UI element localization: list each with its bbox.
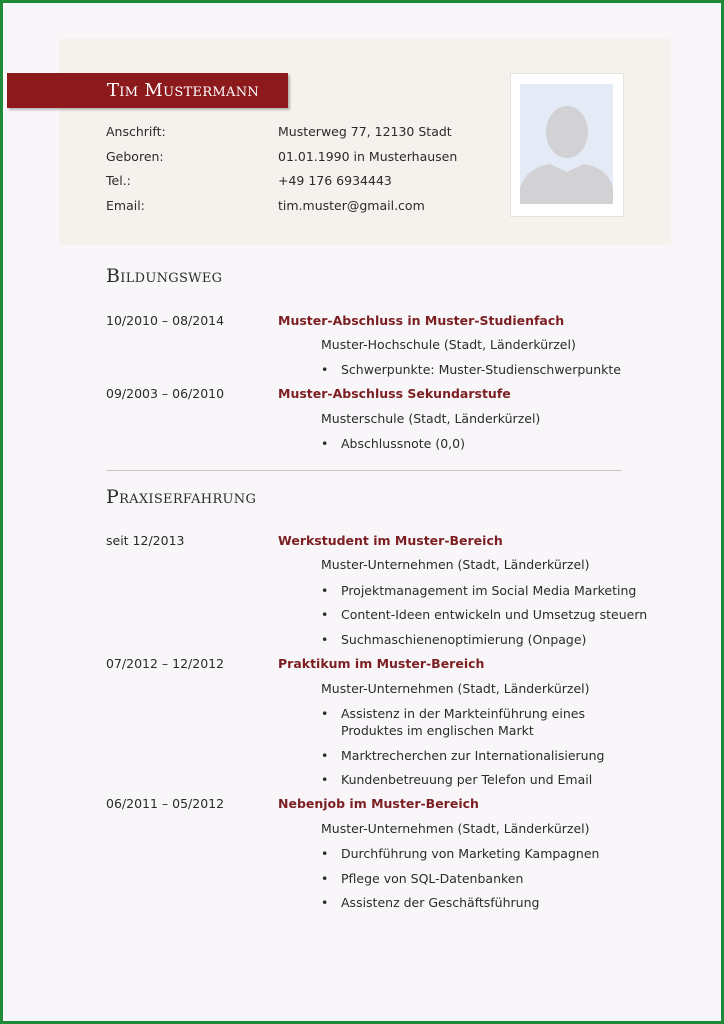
- section-divider: [106, 470, 622, 471]
- edu-institution-2: Musterschule (Stadt, Länderkürzel): [321, 411, 541, 426]
- contact-value-email: tim.muster@gmail.com: [278, 198, 425, 213]
- bullet-icon: •: [321, 706, 329, 721]
- edu-institution-1: Muster-Hochschule (Stadt, Länderkürzel): [321, 337, 576, 352]
- section-title-experience: Praxiserfahrung: [106, 486, 257, 508]
- bullet-icon: •: [321, 436, 329, 451]
- profile-photo: [510, 73, 624, 217]
- exp-company-2: Muster-Unternehmen (Stadt, Länderkürzel): [321, 681, 590, 696]
- contact-value-address: Musterweg 77, 12130 Stadt: [278, 124, 452, 139]
- contact-value-birth: 01.01.1990 in Musterhausen: [278, 149, 458, 164]
- bullet-icon: •: [321, 772, 329, 787]
- contact-label-phone: Tel.:: [106, 173, 131, 188]
- exp-date-2: 07/2012 – 12/2012: [106, 656, 225, 671]
- bullet-icon: •: [321, 846, 329, 861]
- exp-company-1: Muster-Unternehmen (Stadt, Länderkürzel): [321, 557, 590, 572]
- edu-title-1: Muster-Abschluss in Muster-Studienfach: [278, 313, 565, 328]
- contact-label-email: Email:: [106, 198, 145, 213]
- bullet-icon: •: [321, 362, 329, 377]
- name-banner: [7, 73, 288, 108]
- exp-date-3: 06/2011 – 05/2012: [106, 796, 225, 811]
- contact-value-phone: +49 176 6934443: [278, 173, 392, 188]
- bullet-icon: •: [321, 583, 329, 598]
- contact-label-birth: Geboren:: [106, 149, 164, 164]
- exp-title-1: Werkstudent im Muster-Bereich: [278, 533, 503, 548]
- applicant-name: Tim Mustermann: [107, 80, 260, 101]
- edu-date-1: 10/2010 – 08/2014: [106, 313, 225, 328]
- bullet-icon: •: [321, 607, 329, 622]
- bullet-icon: •: [321, 895, 329, 910]
- exp-date-1: seit 12/2013: [106, 533, 185, 548]
- bullet-icon: •: [321, 748, 329, 763]
- contact-label-address: Anschrift:: [106, 124, 166, 139]
- edu-date-2: 09/2003 – 06/2010: [106, 386, 225, 401]
- exp-title-2: Praktikum im Muster-Bereich: [278, 656, 485, 671]
- section-title-education: Bildungsweg: [106, 265, 223, 287]
- exp-company-3: Muster-Unternehmen (Stadt, Länderkürzel): [321, 821, 590, 836]
- cv-page: Tim Mustermann Anschrift: Musterweg 77, 12130 Stadt Geboren: 01.01.1990 in Musterhausen Tel.: +49 176 6934443 Email: tim.muster@gmail.com Bildungsweg 10/2010 – 08/2014 Muster-Abschluss in Muster-Studienfach Muster-Hochschule (Stadt, Länderkürzel) • Schwerpunkte: Muster-Studienschwerpunkte 09/2003 – 06/2010 Muster-Abschluss Sekundarstufe Musterschule (Stadt, Länderkürzel) • Abschlussnote (0,0) Praxiserfahrung seit 12/2013 Werkstudent im Muster-Bereich Muster-Unternehmen (Stadt, Länderkürzel) • Projektmanagement im Social Media Marketing • Content-Ideen entwickeln und Umsetzug steuern • Suchmaschienenoptimierung (Onpage) 07/2012 – 12/2012 Praktikum im Muster-Bereich Muster-Unternehmen (Stadt, Länderkürzel) • Assistenz in der Markteinführung eines Produktes im englischen Markt • Marktrecherchen zur Internationalisierung • Kundenbetreuung per Telefon und Email 06/2011 – 05/2012 Nebenjob im Muster-Bereich Muster-Unternehmen (Stadt, Länderkürzel) • Durchführung von Marketing Kampagnen • Pflege von SQL-Datenbanken • Assistenz der Geschäftsführung: [0, 0, 724, 1024]
- bullet-icon: •: [321, 632, 329, 647]
- edu-title-2: Muster-Abschluss Sekundarstufe: [278, 386, 511, 401]
- exp-title-3: Nebenjob im Muster-Bereich: [278, 796, 479, 811]
- bullet-icon: •: [321, 871, 329, 886]
- person-silhouette-icon: [520, 84, 613, 204]
